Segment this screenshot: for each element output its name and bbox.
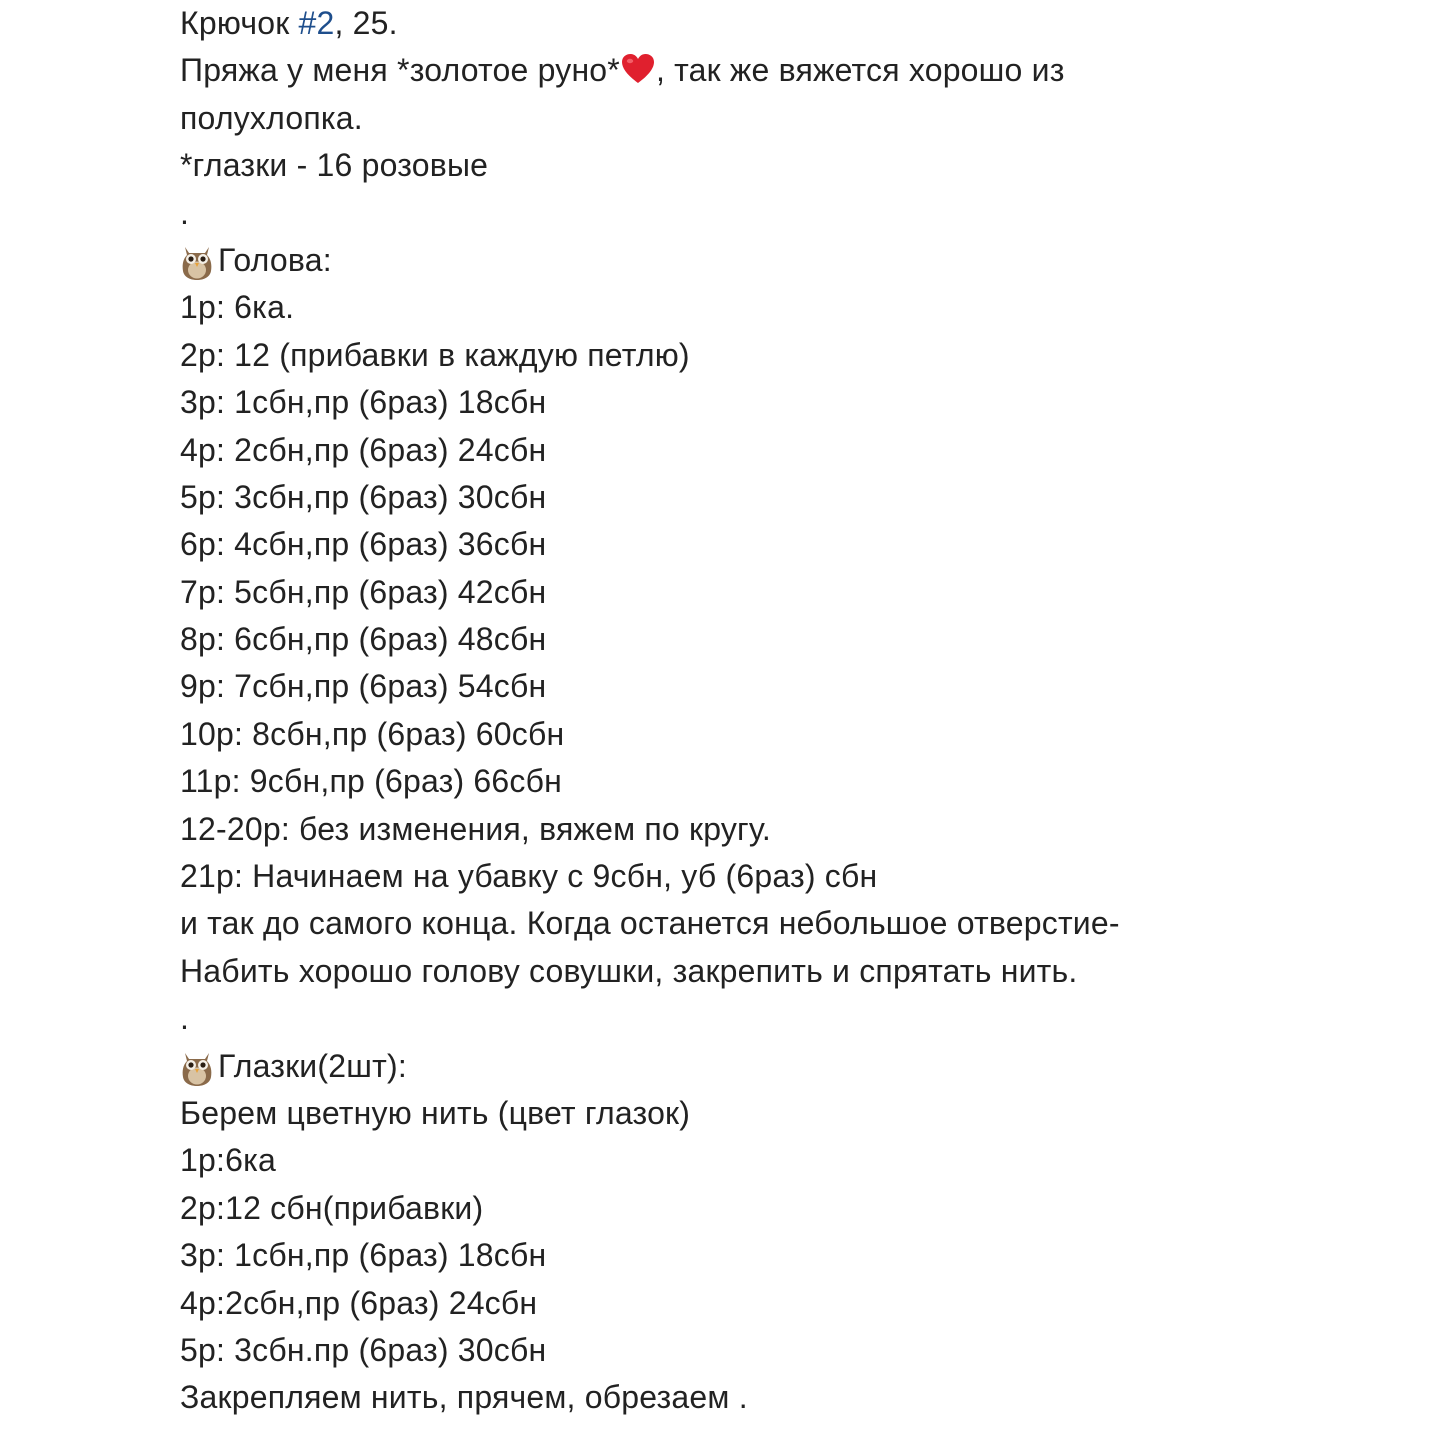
yarn-line-2: полухлопка.	[180, 99, 363, 136]
hook-line	[180, 0, 1280, 47]
eyes-note: *глазки - 16 розовые	[180, 147, 489, 184]
separator-dot: .	[180, 194, 189, 231]
head-row: Набить хорошо голову совушки, закрепить и спрятать нить.	[180, 952, 1078, 989]
head-title-text: Голова:	[218, 241, 332, 278]
hook-suffix: , 25.	[334, 5, 398, 41]
eyes-row: 2р:12 сбн(прибавки)	[180, 1189, 484, 1226]
eyes-row: 1р:6ка	[180, 1142, 276, 1179]
eyes-section-title	[180, 1043, 1280, 1090]
yarn-text-end: , так же вяжется хорошо из	[655, 52, 1065, 89]
yarn-line	[180, 47, 1280, 94]
head-row: 9р: 7сбн,пр (6раз) 54сбн	[180, 668, 547, 705]
head-row: 2р: 12 (прибавки в каждую петлю)	[180, 336, 690, 373]
pattern-post	[180, 0, 1280, 1422]
eyes-title-text: Глазки(2шт):	[218, 1047, 407, 1084]
heart-icon	[621, 53, 655, 85]
head-row: 21р: Начинаем на убавку с 9сбн, уб (6раз) сбн	[180, 858, 878, 895]
owl-icon	[180, 1047, 214, 1087]
head-row: 5р: 3сбн,пр (6раз) 30сбн	[180, 478, 547, 515]
head-section-title	[180, 237, 1280, 284]
head-row: и так до самого конца. Когда останется небольшое отверстие-	[180, 905, 1120, 942]
head-row: 7р: 5сбн,пр (6раз) 42сбн	[180, 573, 547, 610]
eyes-row: 5р: 3сбн.пр (6раз) 30сбн	[180, 1331, 547, 1368]
hashtag-link[interactable]: #2	[298, 5, 335, 41]
head-row: 6р: 4сбн,пр (6раз) 36сбн	[180, 526, 547, 563]
head-row: 11р: 9сбн,пр (6раз) 66сбн	[180, 763, 562, 800]
head-row: 1р: 6ка.	[180, 289, 295, 326]
head-row: 3р: 1сбн,пр (6раз) 18сбн	[180, 384, 547, 421]
eyes-row: Закрепляем нить, прячем, обрезаем .	[180, 1379, 748, 1416]
eyes-row: 4р:2сбн,пр (6раз) 24сбн	[180, 1284, 538, 1321]
separator-dot: .	[180, 1000, 189, 1037]
yarn-text-start: Пряжа у меня *золотое руно*	[180, 52, 620, 89]
hook-prefix: Крючок	[180, 5, 299, 41]
head-row: 8р: 6сбн,пр (6раз) 48сбн	[180, 621, 547, 658]
eyes-row: 3р: 1сбн,пр (6раз) 18сбн	[180, 1237, 547, 1274]
head-row: 4р: 2сбн,пр (6раз) 24сбн	[180, 431, 547, 468]
owl-icon	[180, 241, 214, 281]
head-row: 12-20р: без изменения, вяжем по кругу.	[180, 810, 771, 847]
eyes-row: Берем цветную нить (цвет глазок)	[180, 1094, 691, 1131]
head-row: 10р: 8сбн,пр (6раз) 60сбн	[180, 715, 565, 752]
